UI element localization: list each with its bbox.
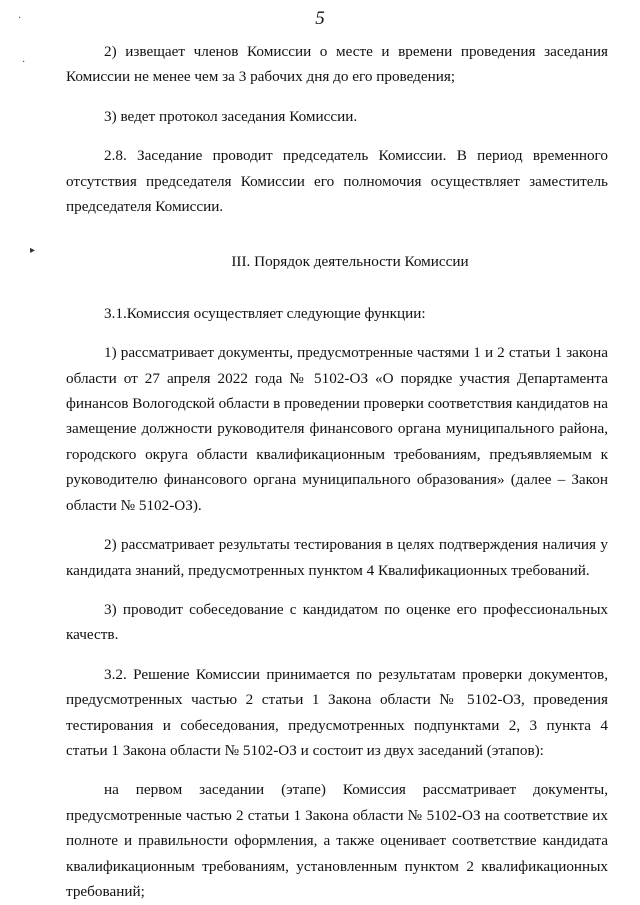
paragraph-first-session: на первом заседании (этапе) Комиссия рассматривает документы, предусмотренные частью 2 статьи 1 Закона области № 5102-ОЗ на соответствие их полноте и правильности оформления, а также оценивает соответствие кандидата квалификационным требованиям, установленным пунктом 2 квалификационных требований; bbox=[66, 781, 608, 900]
scan-speck-mark: · bbox=[22, 57, 26, 68]
page-number: 5 bbox=[315, 8, 325, 29]
paragraph-2-8: 2.8. Заседание проводит председатель Комиссии. В период временного отсутствия председателя Комиссии его полномочия осуществляет заместитель председателя Комиссии. bbox=[66, 147, 608, 216]
scan-speck-mark: · bbox=[18, 13, 22, 24]
paragraph-3-2: 3.2. Решение Комиссии принимается по результатам проверки документов, предусмотренных частью 2 статьи 1 Закона области № 5102-ОЗ, проведения тестирования и собеседования, предусмотренных подпунктами 2, 3 пункта 4 статьи 1 Закона области № 5102-ОЗ и состоит из двух заседаний (этапов): bbox=[66, 665, 608, 759]
paragraph-function-1: 1) рассматривает документы, предусмотренные частями 1 и 2 статьи 1 закона области от 27 апреля 2022 года № 5102-ОЗ «О порядке участия Департамента финансов Вологодской области в проведении проверки соответствия кандидатов на замещение должности руководителя финансового органа муниципального района, городского округа области квалификационным требованиям, предъявляемым к руководителю финансового органа муниципального образования» (далее – Закон области № 5102-ОЗ). bbox=[66, 344, 609, 514]
paragraph-protocol: 3) ведет протокол заседания Комиссии. bbox=[104, 107, 358, 125]
paragraph-function-3: 3) проводит собеседование с кандидатом по оценке его профессиональных качеств. bbox=[66, 600, 608, 644]
document-body bbox=[66, 39, 608, 904]
paragraph-function-2: 2) рассматривает результаты тестирования в целях подтверждения наличия у кандидата знаний, предусмотренных пунктом 4 Квалификационных требований. bbox=[66, 536, 608, 579]
scan-arrow-mark: ▸ bbox=[30, 245, 36, 256]
section-heading: III. Порядок деятельности Комиссии bbox=[231, 253, 469, 271]
paragraph-3-1: 3.1.Комиссия осуществляет следующие функции: bbox=[104, 304, 426, 322]
paragraph-notify-members: 2) извещает членов Комиссии о месте и времени проведения заседания Комиссии не менее чем за 3 рабочих дня до его проведения; bbox=[66, 43, 608, 86]
